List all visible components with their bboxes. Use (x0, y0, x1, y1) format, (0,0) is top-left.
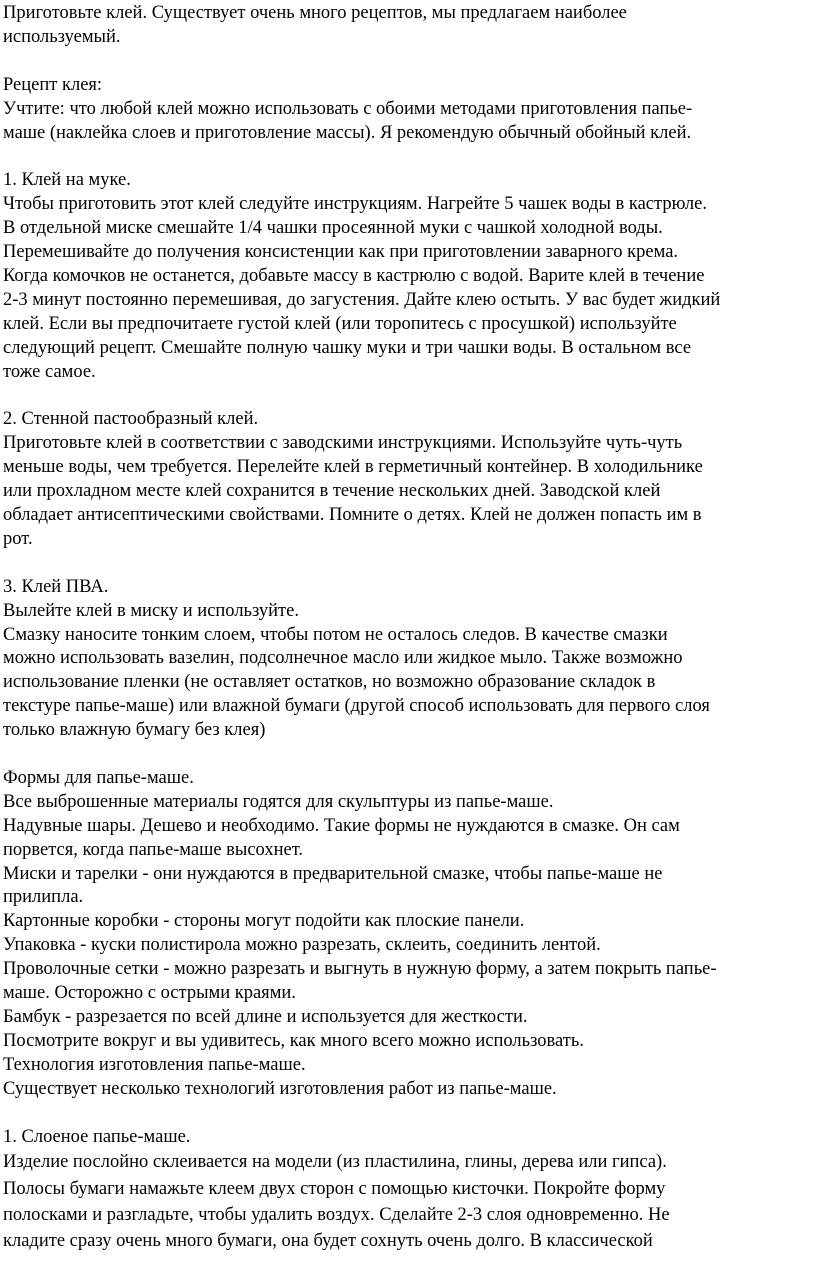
text-line: Надувные шары. Дешево и необходимо. Такие формы не нуждаются в смазке. Он сам (3, 815, 680, 836)
text-line: Посмотрите вокруг и вы удивитесь, как много всего можно использовать. (3, 1030, 584, 1051)
text-line: Рецепт клея: (3, 74, 103, 95)
text-line: кладите сразу очень много бумаги, она будет сохнуть очень долго. В классической (3, 1231, 653, 1252)
text-line: Бамбук - разрезается по всей длине и используется для жесткости. (3, 1006, 528, 1027)
text-line: использование пленки (не оставляет остатков, но возможно образование складок в (3, 672, 656, 693)
text-line: или прохладном месте клей сохранится в течение нескольких дней. Заводской клей (3, 481, 661, 502)
text-line: Изделие послойно склеивается на модели (из пластилина, глины, дерева или гипса). (3, 1152, 667, 1173)
text-line: меньше воды, чем требуется. Перелейте клей в герметичный контейнер. В холодильнике (3, 457, 703, 478)
text-line: только влажную бумагу без клея) (3, 720, 266, 741)
document-page (3, 2, 815, 1254)
blank-line (3, 552, 815, 576)
blank-line (3, 145, 815, 169)
text-line: Приготовьте клей. Существует очень много рецептов, мы предлагаем наиболее (3, 3, 627, 23)
blank-line (3, 1102, 815, 1126)
text-line: Учтите: что любой клей можно использовать с обоими методами приготовления папье- (3, 98, 693, 119)
text-line: рот. (3, 528, 33, 549)
text-line: 1. Слоеное папье-маше. (3, 1126, 191, 1147)
text-line: клей. Если вы предпочитаете густой клей (или торопитесь с просушкой) используйте (3, 313, 677, 334)
text-line: В отдельной миске смешайте 1/4 чашки просеянной муки с чашкой холодной воды. (3, 218, 663, 239)
text-line: 3. Клей ПВА. (3, 576, 109, 597)
text-line: Приготовьте клей в соответствии с заводскими инструкциями. Используйте чуть-чуть (3, 433, 683, 454)
text-line: обладает антисептическими свойствами. Помните о детях. Клей не должен попасть им в (3, 504, 702, 525)
text-line: Все выброшенные материалы годятся для скульптуры из папье-маше. (3, 791, 554, 812)
document-body (3, 2, 815, 1149)
blank-line (3, 743, 815, 767)
text-line: используемый. (3, 26, 121, 47)
document-body-continued (3, 1149, 815, 1254)
text-line: Формы для папье-маше. (3, 767, 194, 788)
text-line: тоже самое. (3, 361, 96, 382)
text-line: 1. Клей на муке. (3, 170, 131, 191)
text-line: Полосы бумаги намажьте клеем двух сторон с помощью кисточки. Покройте форму (3, 1178, 666, 1199)
text-line: прилипла. (3, 887, 84, 908)
text-line: Технология изготовления папье-маше. (3, 1054, 306, 1075)
text-line: порвется, когда папье-маше высохнет. (3, 839, 304, 860)
text-line: Картонные коробки - стороны могут подойти как плоские панели. (3, 911, 525, 932)
text-line: Упаковка - куски полистирола можно разрезать, склеить, соединить лентой. (3, 935, 601, 956)
text-line: Чтобы приготовить этот клей следуйте инструкциям. Нагрейте 5 чашек воды в кастрюле. (3, 194, 707, 215)
text-line: Существует несколько технологий изготовления работ из папье-маше. (3, 1078, 557, 1099)
text-line: Когда комочков не останется, добавьте массу в кастрюлю с водой. Варите клей в течение (3, 265, 705, 286)
text-line: следующий рецепт. Смешайте полную чашку муки и три чашки воды. В остальном все (3, 337, 692, 358)
text-line: Миски и тарелки - они нуждаются в предварительной смазке, чтобы папье-маше не (3, 863, 663, 884)
text-line: Смазку наносите тонким слоем, чтобы потом не осталось следов. В качестве смазки (3, 624, 668, 645)
text-line: можно использовать вазелин, подсолнечное масло или жидкое мыло. Также возможно (3, 648, 683, 669)
text-line: маше (наклейка слоев и приготовление массы). Я рекомендую обычный обойный клей. (3, 122, 692, 143)
blank-line (3, 384, 815, 408)
text-line: 2-3 минут постоянно перемешивая, до загустения. Дайте клею остыть. У вас будет жидкий (3, 289, 721, 310)
text-line: маше. Осторожно с острыми краями. (3, 983, 296, 1004)
text-line: полосками и разгладьте, чтобы удалить воздух. Сделайте 2-3 слоя одновременно. Не (3, 1204, 670, 1225)
text-line: Перемешивайте до получения консистенции как при приготовлении заварного крема. (3, 242, 679, 263)
blank-line (3, 50, 815, 74)
text-line: Вылейте клей в миску и используйте. (3, 600, 299, 621)
text-line: текстуре папье-маше) или влажной бумаги (другой способ использовать для первого слоя (3, 696, 710, 717)
text-line: 2. Стенной пастообразный клей. (3, 409, 259, 430)
text-line: Проволочные сетки - можно разрезать и выгнуть в нужную форму, а затем покрыть папье- (3, 959, 717, 980)
